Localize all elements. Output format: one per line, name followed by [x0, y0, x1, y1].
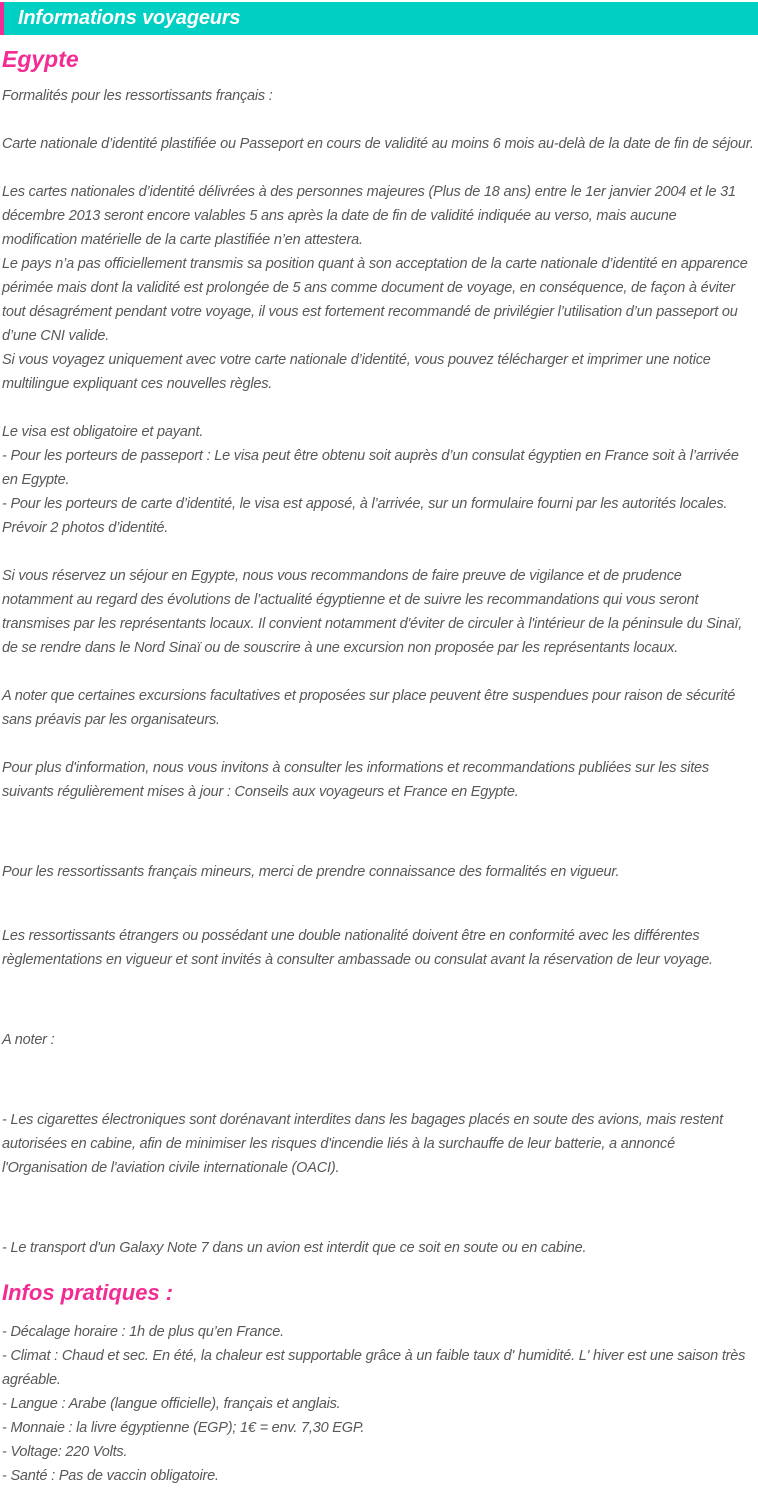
- practical-info-item: - Santé : Pas de vaccin obligatoire.: [2, 1468, 219, 1484]
- practical-info-item: - Langue : Arabe (langue officielle), français et anglais.: [2, 1396, 341, 1412]
- formalities-paragraph: Si vous voyagez uniquement avec votre carte nationale d’identité, vous pouvez télécharger et imprimer une notice multilingue expliquant ces nouvelles règles.: [2, 352, 711, 392]
- country-heading: Egypte: [2, 46, 79, 72]
- formalities-paragraph: Si vous réservez un séjour en Egypte, nous vous recommandons de faire preuve de vigilance et de prudence notamment au regard des évolutions de l’actualité égyptienne et de suivre les recommandations qui vous seront transmises par les représentants locaux. Il convient notamment d'éviter de circuler à l'intérieur de la péninsule du Sinaï, de se rendre dans le Nord Sinaï ou de souscrire à une excursion non proposée par les représentants locaux.: [2, 568, 743, 656]
- formalities-paragraph: Le visa est obligatoire et payant.: [2, 424, 204, 440]
- formalities-paragraph: Les cartes nationales d’identité délivrées à des personnes majeures (Plus de 18 ans) entre le 1er janvier 2004 et le 31 décembre 2013 seront encore valables 5 ans après la date de fin de validité indiquée au verso, mais aucune modification matérielle de la carte plastifiée n’en attestera.: [2, 184, 736, 248]
- formalities-section: [2, 84, 754, 1260]
- formalities-paragraph: - Pour les porteurs de carte d’identité, le visa est apposé, à l’arrivée, sur un formulaire fourni par les autorités locales. Prévoir 2 photos d’identité.: [2, 496, 728, 536]
- formalities-paragraph: A noter que certaines excursions facultatives et proposées sur place peuvent être suspendues pour raison de sécurité sans préavis par les organisateurs.: [2, 688, 736, 728]
- formalities-paragraph: Formalités pour les ressortissants français :: [2, 88, 273, 104]
- formalities-paragraph: Carte nationale d’identité plastifiée ou Passeport en cours de validité au moins 6 mois au-delà de la date de fin de séjour.: [2, 136, 754, 152]
- banner-title: Informations voyageurs: [18, 7, 241, 29]
- formalities-paragraph: - Pour les porteurs de passeport : Le visa peut être obtenu soit auprès d’un consulat égyptien en France soit à l’arrivée en Egypte.: [2, 448, 739, 488]
- practical-info-heading: Infos pratiques :: [2, 1280, 174, 1305]
- formalities-paragraph: - Le transport d'un Galaxy Note 7 dans un avion est interdit que ce soit en soute ou en cabine.: [2, 1240, 587, 1256]
- practical-info-item: - Voltage: 220 Volts.: [2, 1444, 128, 1460]
- formalities-paragraphs: [2, 84, 754, 1260]
- formalities-paragraph: Le pays n’a pas officiellement transmis sa position quant à son acceptation de la carte nationale d’identité en apparence périmée mais dont la validité est prolongée de 5 ans comme document de voyage, en conséquence, de façon à éviter tout désagrément pendant votre voyage, il vous est fortement recommandé de privilégier l’utilisation d’un passeport ou d’une CNI valide.: [2, 256, 748, 344]
- formalities-paragraph: A noter :: [2, 1032, 55, 1048]
- practical-info-items: [2, 1320, 754, 1488]
- formalities-paragraph: Pour plus d'information, nous vous invitons à consulter les informations et recommandations publiées sur les sites suivants régulièrement mises à jour : Conseils aux voyageurs et France en Egypte.: [2, 760, 709, 800]
- practical-info-section: [2, 1278, 754, 1488]
- formalities-paragraph: - Les cigarettes électroniques sont dorénavant interdites dans les bagages placés en soute des avions, mais restent autorisées en cabine, afin de minimiser les risques d'incendie liés à la surchauffe de leur batterie, a annoncé l'Organisation de l'aviation civile internationale (OACI).: [2, 1112, 723, 1176]
- practical-info-item: - Décalage horaire : 1h de plus qu’en France.: [2, 1324, 284, 1340]
- practical-info-item: - Climat : Chaud et sec. En été, la chaleur est supportable grâce à un faible taux d' humidité. L' hiver est une saison très agréable.: [2, 1348, 746, 1388]
- practical-info-item: - Monnaie : la livre égyptienne (EGP); 1€ = env. 7,30 EGP.: [2, 1420, 365, 1436]
- formalities-paragraph: Pour les ressortissants français mineurs, merci de prendre connaissance des formalités en vigueur.: [2, 864, 620, 880]
- formalities-paragraph: Les ressortissants étrangers ou possédant une double nationalité doivent être en conformité avec les différentes règlementations en vigueur et sont invités à consulter ambassade ou consulat avant la réservation de leur voyage.: [2, 928, 713, 968]
- travel-info-banner: [0, 2, 758, 35]
- banner-left-accent: [0, 2, 4, 35]
- page-content: [0, 44, 758, 1488]
